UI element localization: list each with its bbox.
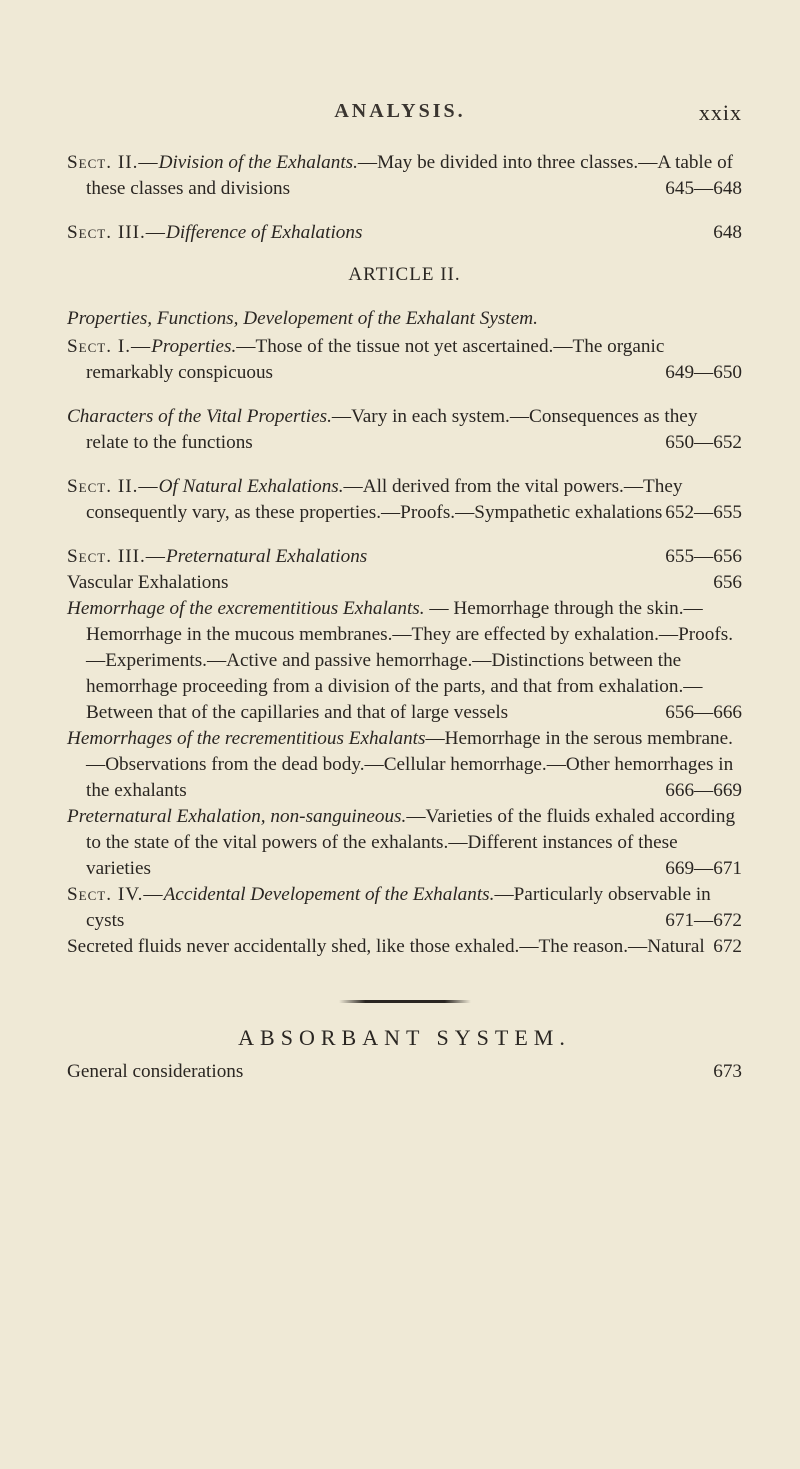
entry-pages: 649—650: [665, 362, 742, 383]
entry-title: Preternatural Exhalation, non-sanguineous.: [67, 806, 407, 827]
entry-text: —Those of the tissue not yet ascertained.—The organic remarkably conspicuous: [86, 336, 665, 383]
entry-text: — Hemorrhage through the skin.—Hemorrhage in the mucous membranes.—They are effected by exhalation.—Proofs.—Experiments.—Active and passive hemorrhage.—Distinctions between the hemorrhage proceeding from a division of the parts, and that from exhalation.—Between that of the capillaries and that of large vessels: [86, 598, 734, 723]
contents-entry: [67, 570, 742, 596]
general-considerations-entry: [67, 1059, 742, 1085]
contents-entry: [67, 596, 742, 726]
entry-section: Sect. II.—: [67, 152, 159, 173]
article-heading: ARTICLE II.: [348, 264, 461, 285]
page-number: xxix: [698, 100, 742, 125]
contents-entry: [67, 474, 742, 526]
entry-pages: 655—656: [665, 546, 742, 567]
running-title: ANALYSIS.: [334, 100, 466, 122]
entry-text: —All derived from the vital powers.—They consequently vary, as these properties.—Proofs.—Sympathetic exhalations: [86, 476, 683, 523]
entry-title: Hemorrhage of the excrementitious Exhalants.: [67, 598, 425, 619]
entry-text: —Varieties of the fluids exhaled according to the state of the vital powers of the exhalants.—Different instances of these varieties: [86, 806, 736, 879]
article-entries: [67, 334, 742, 526]
entry-section: Sect. III.—: [67, 546, 166, 567]
entry-section: Sect. III.—: [67, 222, 166, 243]
entry-title: Accidental Developement of the Exhalants.: [163, 884, 495, 905]
entry-pages: 673: [713, 1061, 742, 1082]
entry-pages: 671—672: [665, 910, 742, 931]
entry-pages: 656—666: [665, 702, 742, 723]
absorbant-heading: ABSORBANT SYSTEM.: [238, 1025, 571, 1050]
entry-pages: 650—652: [665, 432, 742, 453]
entry-pages: 669—671: [665, 858, 742, 879]
entry-title: Characters of the Vital Properties.: [67, 406, 332, 427]
entry-title: Preternatural Exhalations: [165, 546, 368, 567]
entry-pages: 656: [713, 572, 742, 593]
entry-text: —Particularly observable in cysts: [86, 884, 711, 931]
top-entries: [67, 150, 742, 246]
contents-entry: [67, 404, 742, 456]
running-header: [0, 100, 800, 140]
entry-section: Sect. I.—: [67, 336, 152, 357]
contents-entry: [67, 220, 742, 246]
contents-entry: [67, 544, 742, 570]
entry-text: —May be divided into three classes.—A table of these classes and divisions: [86, 152, 734, 199]
entry-title: Hemorrhages of the recrementitious Exhalants: [67, 728, 426, 749]
contents-entry: [67, 334, 742, 386]
entry-pages: 648: [713, 222, 742, 243]
entry-section: Sect. II.—: [67, 476, 159, 497]
entry-pages: 672: [713, 936, 742, 957]
section-rule: [339, 1000, 471, 1003]
entry-text: Secreted fluids never accidentally shed, like those exhaled.—The reason.—Natural: [67, 936, 705, 957]
entry-pages: 666—669: [665, 780, 742, 801]
contents-body: [67, 150, 742, 1085]
entry-title: Of Natural Exhalations.: [158, 476, 344, 497]
contents-entry: [67, 726, 742, 804]
entry-pages: 645—648: [665, 178, 742, 199]
entry-text: —Vary in each system.—Consequences as they relate to the functions: [86, 406, 698, 453]
entry-title: Properties.: [151, 336, 237, 357]
contents-entry: [67, 150, 742, 202]
entry-section: Sect. IV.—: [67, 884, 164, 905]
entry-title: Difference of Exhalations: [165, 222, 363, 243]
entry-label: General considerations: [67, 1061, 244, 1082]
preternatural-entries: [67, 544, 742, 960]
contents-entry: [67, 882, 742, 934]
entry-title: Division of the Exhalants.: [158, 152, 358, 173]
entry-text: Vascular Exhalations: [67, 572, 229, 593]
contents-entry: [67, 804, 742, 882]
article-subtitle: Properties, Functions, Developement of the Exhalant System.: [67, 308, 538, 329]
entry-text: —Hemorrhage in the serous membrane.—Observations from the dead body.—Cellular hemorrhage.—Other hemorrhages in the exhalants: [86, 728, 734, 801]
entry-pages: 652—655: [665, 502, 742, 523]
contents-entry: [67, 934, 742, 960]
